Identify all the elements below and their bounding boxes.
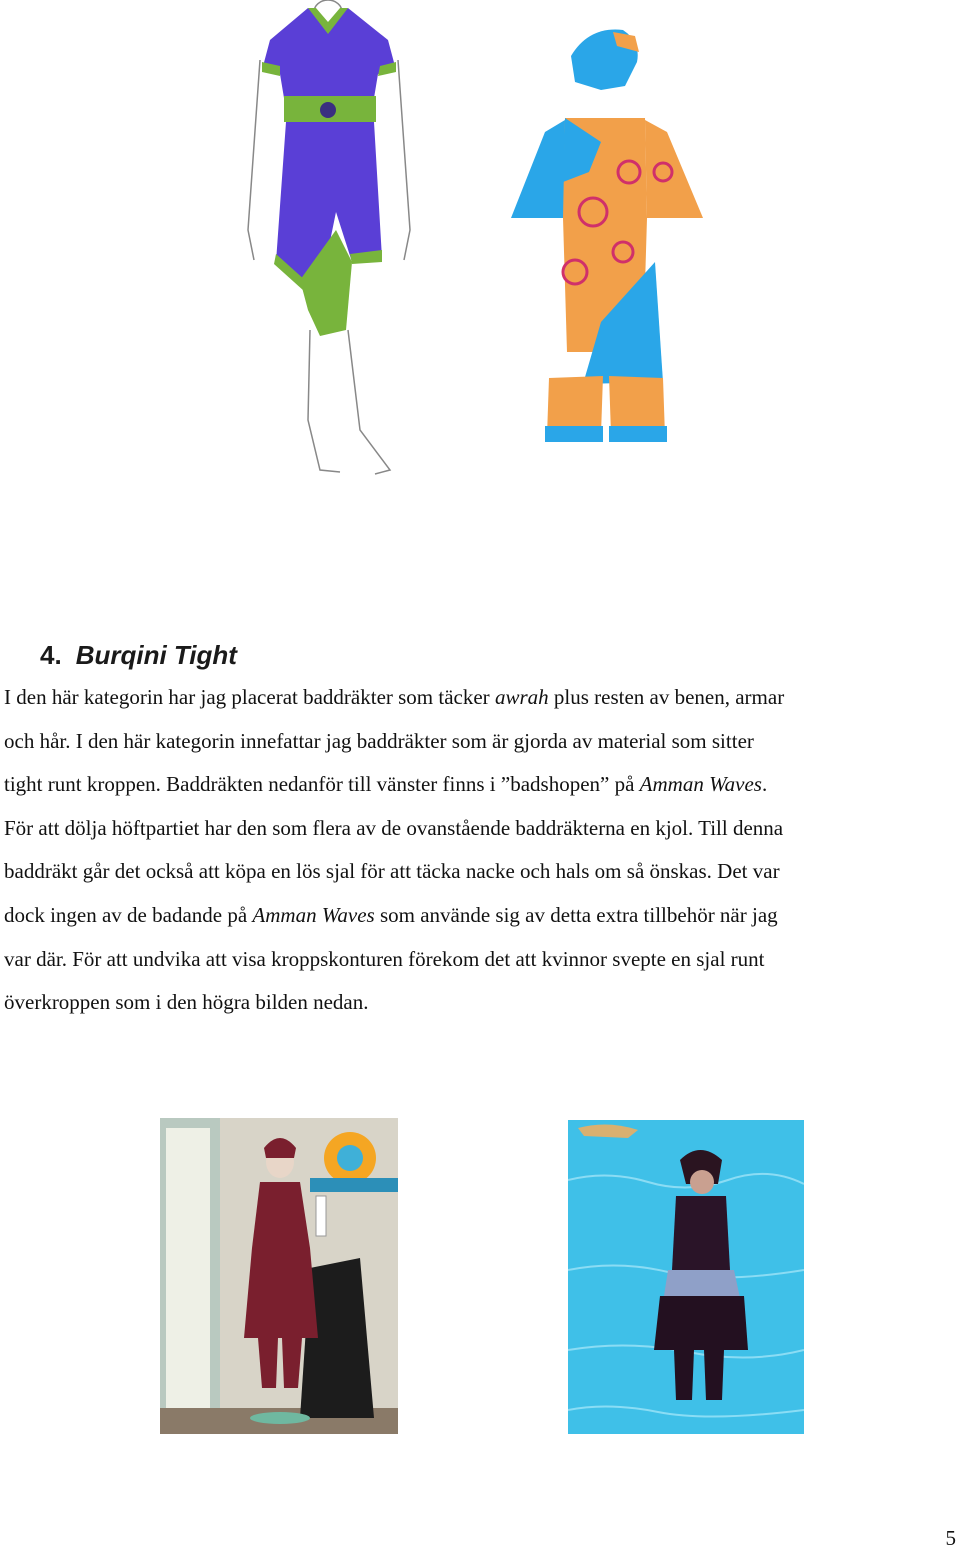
section-heading <box>40 640 237 671</box>
paragraph-line: var där. För att undvika att visa kroppskonturen förekom det att kvinnor svepte en sjal runt <box>4 946 765 971</box>
paragraph-line: överkroppen som i den högra bilden nedan. <box>4 990 369 1015</box>
shop-mannequin-photo <box>160 1118 398 1434</box>
place-amman-waves: Amman Waves <box>252 902 375 927</box>
paragraph-line: dock ingen av de badande på Amman Waves som använde sig av detta extra tillbehör när jag <box>4 902 778 927</box>
section-number: 4. <box>40 640 62 670</box>
paragraph-line: baddräkt går det också att köpa en lös sjal för att täcka nacke och hals om så önskas. Det var <box>4 859 780 884</box>
burqini-purple-green-illustration <box>240 0 420 480</box>
pool-bather-photo <box>568 1120 804 1434</box>
place-amman-waves: Amman Waves <box>639 772 762 797</box>
paragraph-line: tight runt kroppen. Baddräkten nedanför till vänster finns i ”badshopen” på Amman Waves. <box>4 772 768 797</box>
paragraph-line: och hår. I den här kategorin innefattar jag baddräkter som är gjorda av material som sitter <box>4 728 754 753</box>
page-number: 5 <box>945 1526 956 1550</box>
section-title: Burqini Tight <box>75 640 237 670</box>
paragraph-line: I den här kategorin har jag placerat baddräkter som täcker awrah plus resten av benen, armar <box>4 685 785 709</box>
paragraph-line: För att dölja höftpartiet har den som flera av de ovanstående baddräkterna en kjol. Till denna <box>4 815 784 840</box>
term-awrah: awrah <box>494 685 549 709</box>
burqini-floral-cyan-photo <box>505 22 710 462</box>
body-paragraph <box>4 676 948 1025</box>
